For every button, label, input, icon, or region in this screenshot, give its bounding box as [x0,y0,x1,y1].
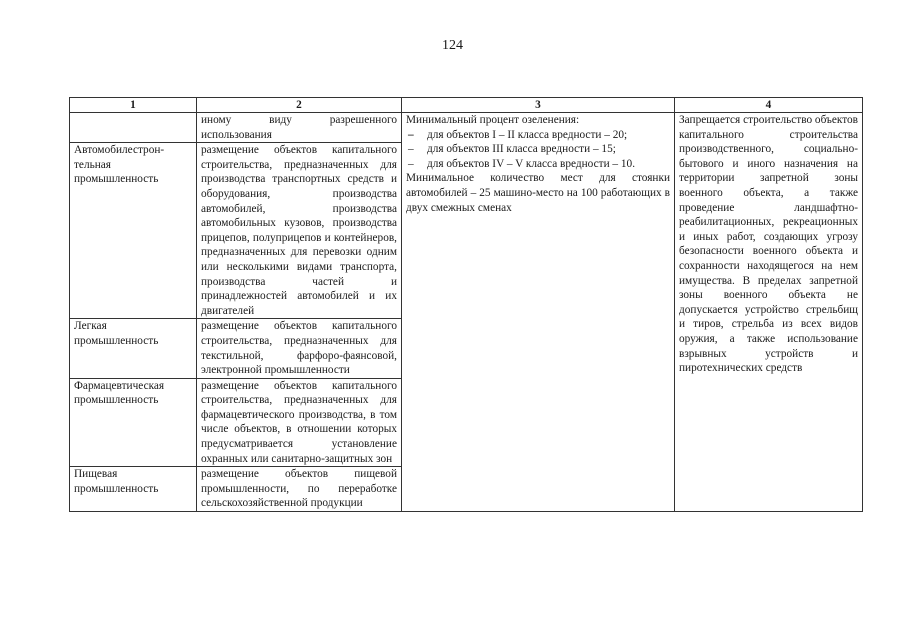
header-row [70,98,863,113]
page-number: 124 [442,38,463,53]
zoning-table [69,97,863,512]
cell-empty [70,113,197,143]
list-item: – для объектов I – II класса вредности – 20; [406,128,670,143]
cell-requirements [402,113,675,512]
cell-category: Фармацевтическая промышленность [70,378,197,467]
list-item: – для объектов III класса вредности – 15; [406,142,670,157]
header-col-1: 1 [70,98,197,113]
list-item: – для объектов IV – V класса вредности – 10. [406,157,670,172]
cell-category: Пищевая промышленность [70,467,197,512]
cell-category: Автомобилестрон-тельная промышленность [70,143,197,319]
cell-use: размещение объектов капитального строительства, предназначенных для текстильной, фарфоро-фаянсовой, электронной промышленности [197,319,402,378]
table-row-continuation [70,113,863,143]
cell-use: размещение объектов капитального строительства, предназначенных для производства транспортных средств и оборудования, производства автомобилей, производства автомобильных кузовов, производства прицепов, полуприцепов и контейнеров, предназначенных для перевозки одним или несколькими видами транспорта, производства частей и принадлежностей автомобилей и их двигателей [197,143,402,319]
parking-requirement: Минимальное количество мест для стоянки автомобилей – 25 машино-место на 100 работающих в двух смежных сменах [406,172,670,214]
header-col-2: 2 [197,98,402,113]
cell-use: размещение объектов пищевой промышленности, по переработке сельскохозяйственной продукции [197,467,402,512]
cell-restrictions: Запрещается строительство объектов капитального строительства производственного, социально-бытового и иного назначения на территории запретной зоны военного объекта, а также проведение ландшафтно-реабилитационных, рекреационных и иных работ, создающих угрозу безопасности военного объекта и сохранности находящегося на нем имущества. В пределах запретной зоны военного объекта не допускается устройство стрельбищ и тиров, стрельба из всех видов оружия, а также использование взрывных устройств и пиротехнических средств [675,113,863,512]
cell-use: размещение объектов капитального строительства, предназначенных для фармацевтического производства, в том числе объектов, в отношении которых предусматривается установление охранных или санитарно-защитных зон [197,378,402,467]
cell-category: Легкая промышленность [70,319,197,378]
header-col-4: 4 [675,98,863,113]
cell-use-continuation: иному виду разрешенного использования [197,113,402,143]
header-col-3: 3 [402,98,675,113]
greening-intro: Минимальный процент озеленения: [406,114,580,126]
greening-list [406,128,670,172]
